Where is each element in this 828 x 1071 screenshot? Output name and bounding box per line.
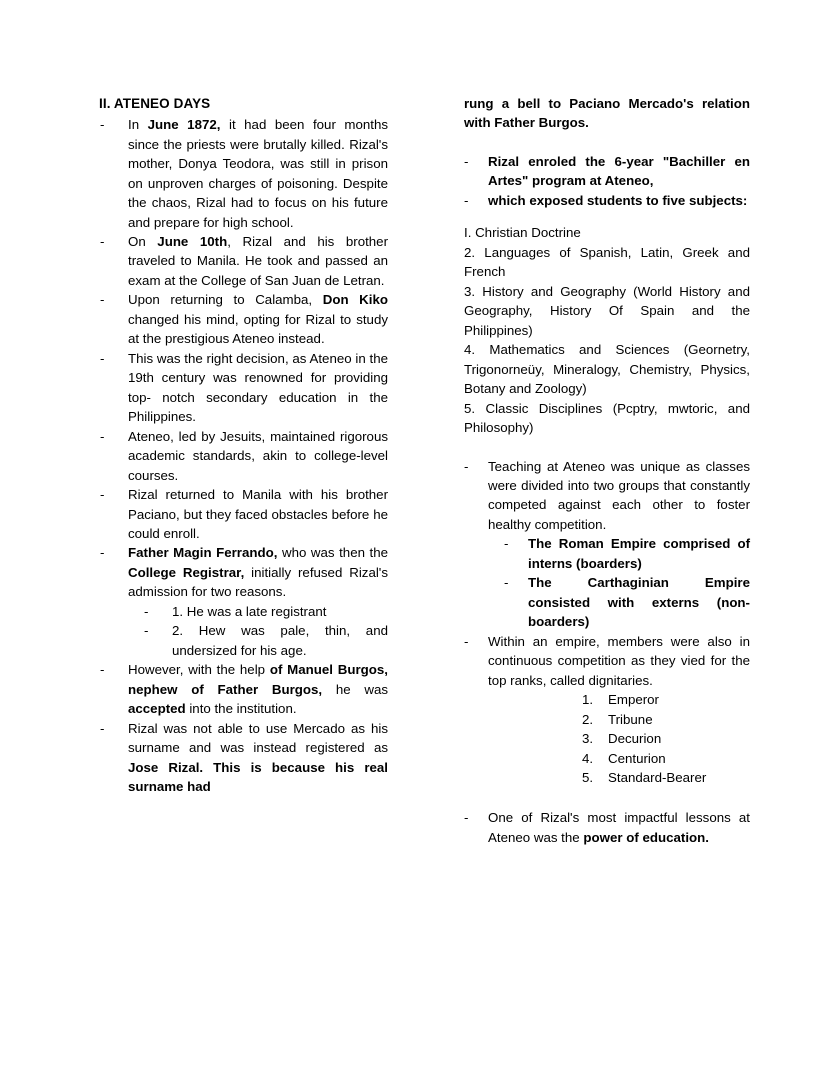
rank-label: Tribune [608, 711, 653, 727]
rank-list-item [582, 710, 750, 729]
text-run: 1. He was a late registrant [172, 603, 327, 619]
rank-list-item [582, 768, 750, 787]
bold-text-run: which exposed students to five subjects: [488, 192, 748, 208]
rank-number: 5. [582, 770, 594, 785]
list-item-text [172, 623, 388, 657]
subject-list-item: 5. Classic Disciplines (Pcptry, mwtoric, and Philosophy) [464, 400, 750, 436]
list-item [99, 660, 388, 718]
page-title: II. ATENEO DAYS [99, 96, 211, 111]
rank-label: Emperor [608, 692, 659, 708]
text-run: , Rizal and his brother traveled to Manila. He took and passed an exam at the College of San Juan de Letran. [128, 233, 389, 288]
subject-list-item: I. Christian Doctrine [464, 225, 581, 241]
sub-list-item [504, 573, 750, 631]
bold-text-run: College Registrar, [128, 564, 245, 580]
bullet-dash-marker: - [100, 292, 105, 308]
bold-text-run: The Roman Empire comprised of interns (boarders) [528, 536, 750, 571]
sub-list-item [143, 602, 388, 621]
rank-label: Centurion [608, 750, 666, 766]
text-run: Within an empire, members were also in continuous competition as they vied for the top ranks, called dignitaries. [488, 633, 750, 688]
text-run: who was then the [277, 545, 388, 561]
text-run: However, with the help [128, 662, 270, 678]
rank-number: 3. [582, 731, 594, 747]
list-item [99, 485, 388, 543]
list-item [99, 427, 388, 485]
text-run: Upon returning to Calamba, [128, 292, 323, 308]
bold-text-run: June 10th [157, 233, 228, 249]
subjects-numbered-list [464, 223, 750, 437]
list-item-text [488, 459, 750, 532]
nested-bullet-list [464, 534, 750, 631]
subject-list-item: 3. History and Geography (World History and Geography, History Of Spain and the Philippines) [464, 283, 750, 338]
text-run: Rizal was not able to use Mercado as his surname and was instead registered as [128, 720, 388, 756]
list-item-text [488, 810, 750, 844]
left-column [0, 94, 414, 847]
text-run: it had been four months since the priests were brutally killed. Rizal's mother, Donya Teodora, was still in prison on unproven charges of poisoning. Despite the chaos, Rizal had to focus on his future and prepare for high school. [128, 117, 389, 230]
bullet-dash-marker: - [100, 487, 105, 503]
rank-list-item [582, 749, 750, 768]
list-item [464, 191, 750, 210]
closing-bullet-list [464, 808, 750, 847]
list-item [99, 115, 388, 232]
bold-text-run: of Manuel Burgos, nephew of Father Burgos, [128, 662, 388, 697]
text-run: initially refused Rizal's admission for two reasons. [128, 564, 388, 600]
text-run: changed his mind, opting for Rizal to study at the prestigious Ateneo instead. [128, 311, 388, 347]
bullet-dash-marker: - [100, 720, 105, 736]
sub-list-container [464, 534, 750, 631]
text-run: Ateneo, led by Jesuits, maintained rigorous academic standards, akin to college-level courses. [128, 428, 388, 483]
text-run: Rizal returned to Manila with his brother Paciano, but they faced obstacles before he could enroll. [128, 487, 388, 541]
bold-text-run: power of education. [583, 829, 709, 845]
list-item-text [488, 634, 750, 688]
list-item [464, 632, 750, 690]
rank-number: 1. [582, 692, 594, 708]
rank-number: 2. [582, 711, 594, 727]
bold-text-run: June 1872, [147, 117, 221, 133]
rank-list-item [582, 690, 750, 709]
two-column-body [0, 94, 828, 847]
bold-text-run: Don Kiko [322, 292, 388, 308]
list-item [464, 152, 750, 191]
bold-text-run: accepted [128, 701, 186, 717]
bullet-dash-marker: - [504, 575, 509, 591]
list-item-text [128, 721, 388, 794]
continuation-paragraph: rung a bell to Paciano Mercado's relation with Father Burgos. [464, 96, 750, 131]
bullet-dash-marker: - [504, 536, 509, 552]
text-run: In [128, 117, 148, 133]
teaching-bullet-list [464, 457, 750, 691]
bullet-dash-marker: - [100, 233, 105, 249]
bullet-dash-marker: - [100, 428, 105, 444]
subject-list-item: 4. Mathematics and Sciences (Geornetry, Trigonorneüy, Mineralogy, Chemistry, Physics, Botany and Zoology) [464, 342, 750, 397]
sub-list-item [143, 621, 388, 660]
bullet-dash-marker: - [464, 153, 469, 169]
list-item-text [528, 575, 750, 629]
text-run: Teaching at Ateneo was unique as classes were divided into two groups that constantly competed against each other to foster healthy competition. [488, 458, 750, 532]
spacer [464, 787, 750, 808]
list-item-text [128, 292, 388, 346]
list-item [99, 232, 388, 290]
list-item [99, 290, 388, 348]
rank-list-item [582, 729, 750, 748]
spacer [464, 210, 750, 223]
left-bullet-list [99, 115, 388, 796]
bullet-dash-marker: - [100, 662, 105, 678]
list-item-text [128, 545, 388, 599]
sub-list-item [504, 534, 750, 573]
list-item-text [528, 536, 750, 570]
bullet-dash-marker: - [464, 810, 469, 826]
bullet-dash-marker: - [464, 192, 469, 208]
bold-text-run: Rizal enroled the 6-year "Bachiller en Artes" program at Ateneo, [488, 153, 750, 189]
text-run: This was the right decision, as Ateneo in the 19th century was renowned for providing top- notch secondary education in the Philippines. [128, 350, 388, 425]
text-run: One of Rizal's most impactful lessons at Ateneo was the [488, 810, 750, 845]
sub-list-container [99, 602, 388, 660]
text-run: into the institution. [185, 701, 297, 717]
text-run: 2. Hew was pale, thin, and undersized for his age. [172, 623, 388, 658]
list-item-text [128, 117, 388, 229]
bullet-dash-marker: - [464, 633, 469, 649]
list-item [99, 543, 388, 601]
enrollment-bullet-list [464, 152, 750, 210]
list-item-text [488, 154, 750, 188]
bold-text-run: Jose Rizal. This is because his real surname had [128, 759, 388, 795]
bold-text-run: The Carthaginian Empire consisted with externs (non-boarders) [528, 575, 750, 630]
list-item-text [128, 429, 388, 483]
bullet-dash-marker: - [464, 458, 469, 474]
bullet-dash-marker: - [100, 350, 105, 366]
right-column [414, 94, 828, 847]
bullet-dash-marker: - [100, 117, 105, 133]
list-item-text [128, 351, 388, 424]
list-item [99, 719, 388, 797]
list-item [464, 457, 750, 535]
rank-label: Standard-Bearer [608, 770, 707, 785]
spacer [464, 133, 750, 152]
text-run: he was [322, 681, 388, 697]
subject-list-item: 2. Languages of Spanish, Latin, Greek and French [464, 244, 750, 280]
list-item [464, 808, 750, 847]
bold-text-run: Father Magin Ferrando, [128, 545, 278, 561]
bullet-dash-marker: - [144, 623, 149, 639]
list-item-text [128, 234, 388, 288]
rank-number: 4. [582, 750, 594, 766]
nested-bullet-list [99, 602, 388, 660]
list-item [99, 349, 388, 427]
dignitary-ranks-list [464, 690, 750, 787]
list-item-text [128, 662, 388, 716]
list-item-text [488, 193, 747, 208]
spacer [464, 438, 750, 457]
bullet-dash-marker: - [144, 603, 149, 619]
rank-label: Decurion [608, 731, 662, 747]
list-item-text [172, 604, 326, 619]
list-item-text [128, 487, 388, 541]
bullet-dash-marker: - [100, 545, 105, 561]
text-run: On [128, 233, 158, 249]
